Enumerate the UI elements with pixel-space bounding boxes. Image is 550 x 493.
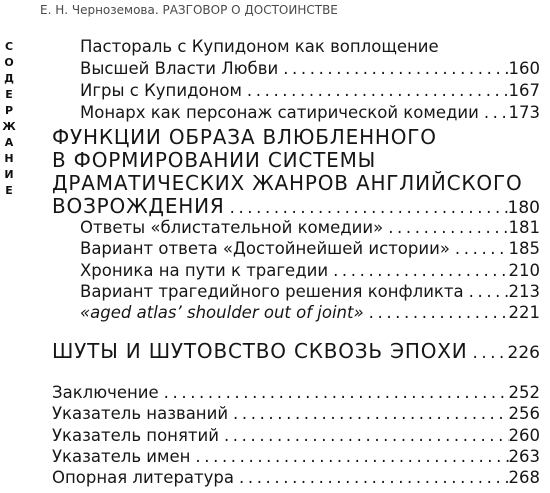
chapter-heading-line: ШУТЫ И ШУТОВСТВО СКВОЗЬ ЭПОХИ bbox=[52, 339, 468, 363]
toc-entry bbox=[80, 58, 540, 80]
toc-entry-title: Вариант трагедийного решения конфликта bbox=[80, 281, 464, 301]
toc-page-number: 260 bbox=[508, 425, 540, 445]
toc-entry-title: Опорная литература bbox=[52, 468, 234, 487]
toc-entry bbox=[52, 446, 540, 467]
dot-leader bbox=[364, 302, 509, 323]
toc-entry-title: Указатель названий bbox=[52, 404, 229, 424]
dot-leader bbox=[242, 80, 509, 102]
toc-back-matter bbox=[52, 382, 540, 488]
chapter-heading-last-line bbox=[52, 340, 540, 365]
toc-entry bbox=[52, 403, 540, 424]
dot-leader bbox=[228, 403, 508, 424]
toc-entry bbox=[80, 217, 540, 238]
toc-page-number: 181 bbox=[508, 218, 540, 237]
toc-page-number: 173 bbox=[508, 103, 540, 122]
dot-leader bbox=[234, 467, 509, 488]
dot-leader bbox=[383, 217, 508, 238]
toc-entry bbox=[52, 467, 540, 488]
toc-page-number bbox=[508, 340, 540, 365]
toc-page-number: 167 bbox=[508, 81, 540, 100]
dot-leader bbox=[464, 281, 509, 302]
toc-page-number: 213 bbox=[508, 281, 540, 301]
toc-entry bbox=[80, 302, 540, 323]
page-number-text: 226 bbox=[507, 343, 540, 363]
toc-chapter-heading bbox=[52, 126, 540, 220]
toc-page-number: 160 bbox=[508, 59, 540, 78]
dot-leader bbox=[328, 260, 508, 281]
toc-entry-line: Пастораль с Купидоном как воплощение bbox=[80, 37, 439, 56]
toc-entry bbox=[52, 382, 540, 403]
toc-entry-title: Монарх как персонаж сатирической комедии bbox=[80, 103, 479, 122]
dot-leader bbox=[468, 340, 508, 365]
chapter-heading-line: В ФОРМИРОВАНИИ СИСТЕМЫ bbox=[52, 148, 377, 172]
toc-entry bbox=[80, 102, 540, 124]
dot-leader bbox=[190, 446, 508, 467]
toc-entry bbox=[80, 238, 540, 259]
toc-entry-title: Заключение bbox=[52, 383, 159, 402]
chapter-heading-line: ВОЗРОЖДЕНИЯ bbox=[52, 194, 225, 218]
toc-entry-title: Ответы «блистательной комедии» bbox=[80, 218, 384, 237]
toc-page-number: 268 bbox=[508, 468, 540, 487]
toc-page-number: 252 bbox=[508, 383, 540, 402]
contents-side-label: СОДЕРЖАНИЕ bbox=[2, 40, 16, 197]
toc-entry-title: Игры с Купидоном bbox=[80, 81, 242, 100]
toc-chapter-heading bbox=[52, 340, 540, 365]
dot-leader bbox=[450, 238, 509, 259]
toc-page-number: 210 bbox=[508, 260, 540, 280]
dot-leader bbox=[479, 102, 509, 124]
toc-entry-title: Вариант ответа «Достойнейшей истории» bbox=[80, 239, 450, 259]
dot-leader bbox=[278, 58, 508, 80]
toc-entry bbox=[80, 281, 540, 302]
toc-entry-title: Указатель понятий bbox=[52, 425, 219, 445]
dot-leader bbox=[219, 425, 509, 446]
running-head: Е. Н. Черноземова. РАЗГОВОР О ДОСТОИНСТВЕ bbox=[40, 3, 338, 17]
toc-chapter-entries bbox=[80, 217, 540, 323]
toc-entry-title: «aged atlas’ shoulder out of joint» bbox=[80, 303, 364, 323]
toc-entry bbox=[52, 425, 540, 446]
chapter-heading-line: ФУНКЦИИ ОБРАЗА ВЛЮБЛЕННОГО bbox=[52, 125, 437, 149]
toc-page-number: 185 bbox=[508, 239, 540, 259]
toc-page-number: 256 bbox=[508, 404, 540, 424]
toc-entry-title: Указатель имен bbox=[52, 446, 191, 466]
toc-entry-title: Хроника на пути к трагедии bbox=[80, 260, 329, 280]
toc-entry bbox=[80, 260, 540, 281]
toc-page-number: 221 bbox=[508, 303, 540, 323]
toc-page-number: 263 bbox=[508, 446, 540, 466]
page-number-text: 180 bbox=[507, 198, 540, 218]
chapter-heading-line: ДРАМАТИЧЕСКИХ ЖАНРОВ АНГЛИЙСКОГО bbox=[52, 171, 523, 195]
toc-entry bbox=[80, 80, 540, 102]
toc-group-cupid bbox=[80, 36, 540, 124]
dot-leader bbox=[159, 382, 509, 403]
toc-entry-title: Высшей Власти Любви bbox=[80, 59, 279, 78]
